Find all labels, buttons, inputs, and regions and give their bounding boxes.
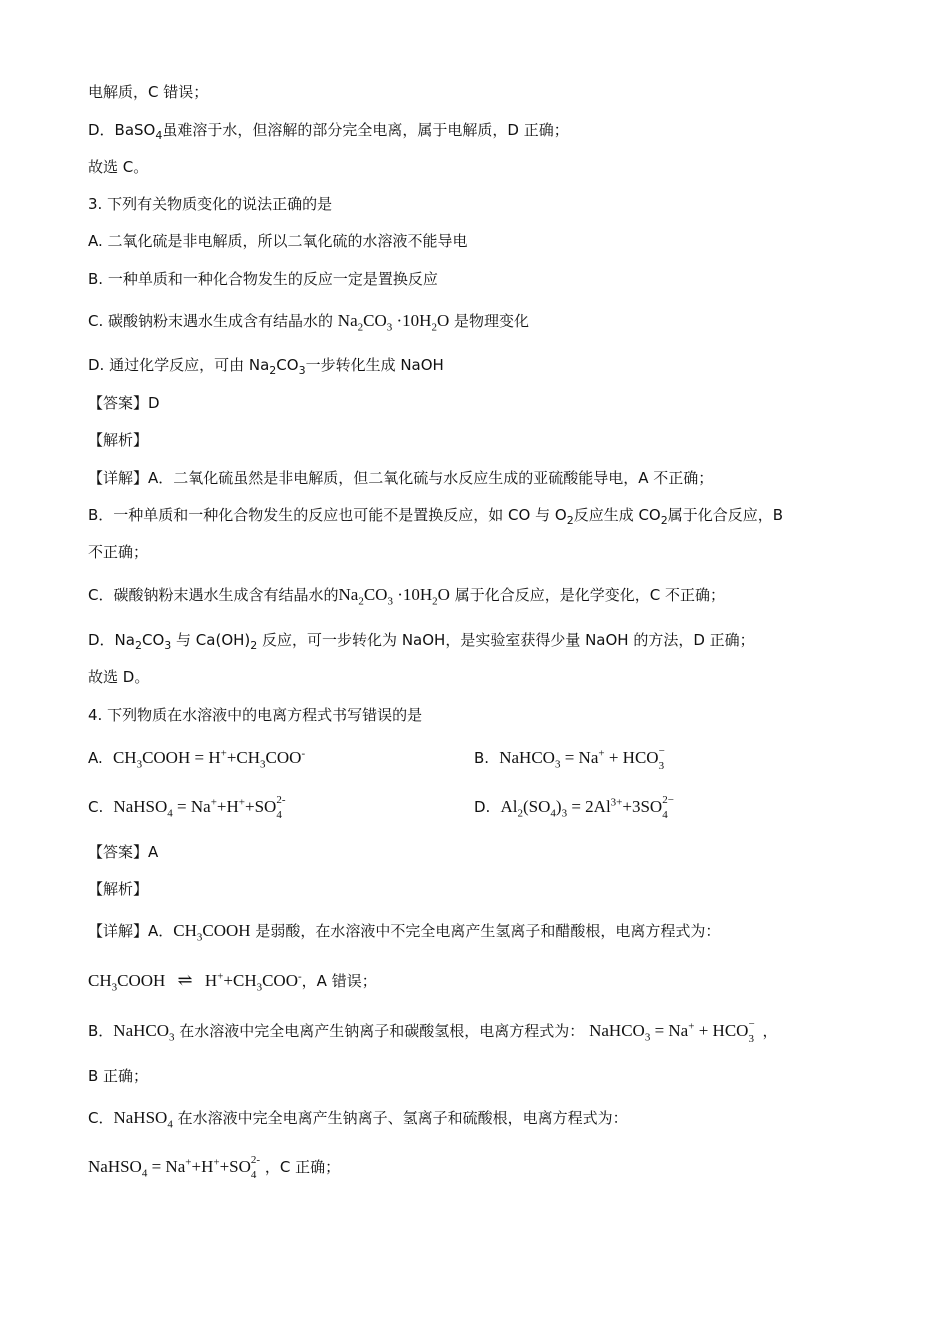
text-segment: C．碳酸钠粉末遇水生成含有结晶水的 (88, 586, 339, 604)
equation-nahso4: NaHSO$_4$ = Na++H++SO 2- 4 (88, 1154, 261, 1181)
subscript: 2 (566, 514, 574, 527)
detail-b-cont: 不正确； (88, 543, 149, 561)
formula-na2co3-10h2o: $Na_2CO_3 \cdot 10H_2O$ (337, 311, 450, 334)
choose: 故选 D。 (88, 668, 150, 686)
equation-nahco3: NaHCO$_3$ = Na+ + HCO − 3 (589, 1018, 755, 1045)
detail-b (88, 1018, 778, 1045)
subscript: 2 (660, 514, 668, 527)
text-segment: CO (276, 356, 299, 374)
text-segment: 是物理变化 (454, 312, 530, 330)
text-segment: D．BaSO (88, 121, 156, 139)
option-d (88, 355, 444, 375)
option-c (88, 794, 290, 821)
equation-line (88, 1154, 341, 1181)
analysis-heading: 【解析】 (88, 880, 149, 898)
text-segment: D．Na (88, 631, 135, 649)
subscript: 2 (269, 364, 277, 377)
option-a: A. 二氧化硫是非电解质，所以二氧化硫的水溶液不能导电 (88, 232, 468, 250)
text-segment: D. 通过化学反应，可由 Na (88, 356, 270, 374)
text-line (88, 120, 569, 140)
detail-a (88, 921, 721, 944)
option-label: A. (88, 749, 103, 767)
equation-ch3cooh-reversible: $CH_3COOH$ ⇌ $H^++CH_3COO^-$ (88, 970, 302, 994)
option-label: C. (88, 798, 104, 816)
text-segment: B． (88, 1022, 114, 1040)
text-segment: C． (88, 1109, 114, 1127)
text-segment: B．一种单质和一种化合物发生的反应也可能不是置换反应，如 CO 与 O (88, 506, 567, 524)
equation-b: NaHCO$_3$ = Na+ + HCO − 3 (499, 745, 665, 772)
option-b: B. 一种单质和一种化合物发生的反应一定是置换反应 (88, 270, 438, 288)
text-segment: ，C 正确； (264, 1158, 341, 1176)
text-segment: 属于化合反应，是化学变化，C 不正确； (454, 586, 725, 604)
analysis-heading: 【解析】 (88, 431, 149, 449)
detail-d: D．$Na_2CO_3$ 与 $Ca(OH)_2$ 反应，可一步转化为 NaOH，是实验室获得少量 NaOH 的方法，D 正确； (88, 631, 755, 652)
equation-line (88, 970, 377, 994)
option-label: D. (474, 798, 491, 816)
option-c (88, 311, 530, 334)
text-segment: 虽难溶于水，但溶解的部分完全电离，属于电解质，D 正确； (162, 121, 569, 139)
question-stem: 4. 下列物质在水溶液中的电离方程式书写错误的是 (88, 706, 423, 724)
detail-b-cont: B 正确； (88, 1067, 149, 1085)
option-label: B. (474, 749, 490, 767)
option-a (88, 747, 306, 771)
text-segment: C. 碳酸钠粉末遇水生成含有结晶水的 (88, 312, 334, 330)
detail-c (88, 1108, 628, 1131)
text-segment: 在水溶液中完全电离产生钠离子、氢离子和硫酸根，电离方程式为： (177, 1109, 628, 1127)
text-segment: ，A 错误； (301, 972, 377, 990)
text-segment: 【详解】A． (88, 922, 174, 940)
answer: 【答案】A (88, 843, 159, 861)
subscript: 3 (164, 639, 172, 652)
text-segment: 属于化合反应，B (667, 506, 784, 524)
answer: 【答案】D (88, 394, 160, 412)
text-segment: 反应，可一步转化为 NaOH，是实验室获得少量 NaOH 的方法，D 正确； (262, 631, 755, 649)
equation-c: NaHSO$_4$ = Na++H++SO 2- 4 (113, 794, 286, 821)
detail-b (88, 505, 783, 525)
option-d (474, 794, 676, 821)
text-segment: 是弱酸，在水溶液中不完全电离产生氢离子和醋酸根，电离方程式为： (255, 922, 721, 940)
formula-nahso4: NaHSO$_4$ (113, 1108, 173, 1131)
question-stem: 3. 下列有关物质变化的说法正确的是 (88, 195, 333, 213)
subscript: 3 (298, 364, 306, 377)
equation-a: $CH_3COOH = H^++CH_3COO^-$ (112, 747, 306, 771)
formula-nahco3: NaHCO$_3$ (113, 1021, 175, 1044)
subscript: 2 (250, 639, 258, 652)
equation-d: $Al_2(SO_4)_3 = 2Al^{3+}+3SO$ 2− 4 (500, 794, 674, 821)
text-line: 电解质，C 错误； (88, 83, 209, 101)
reversible-arrow-icon: ⇌ (177, 970, 193, 990)
subscript: 2 (134, 639, 142, 652)
formula-ch3cooh: $CH_3COOH$ (173, 921, 251, 944)
formula-na2co3-10h2o: $Na_2CO_3 \cdot 10H_2O$ (338, 585, 450, 608)
text-segment: 反应生成 CO (573, 506, 661, 524)
detail-a: 【详解】A．二氧化硫虽然是非电解质，但二氧化硫与水反应生成的亚硫酸能导电，A 不正确； (88, 469, 714, 487)
subscript: 4 (155, 129, 163, 142)
detail-c (88, 585, 725, 608)
text-segment: 在水溶液中完全电离产生钠离子和碳酸氢根，电离方程式为： (179, 1022, 585, 1040)
option-b (474, 745, 673, 772)
text-segment: ， (762, 1022, 778, 1040)
text-segment: 一步转化生成 NaOH (305, 356, 444, 374)
text-line: 故选 C。 (88, 158, 149, 176)
text-segment: 与 Ca(OH) (176, 631, 251, 649)
